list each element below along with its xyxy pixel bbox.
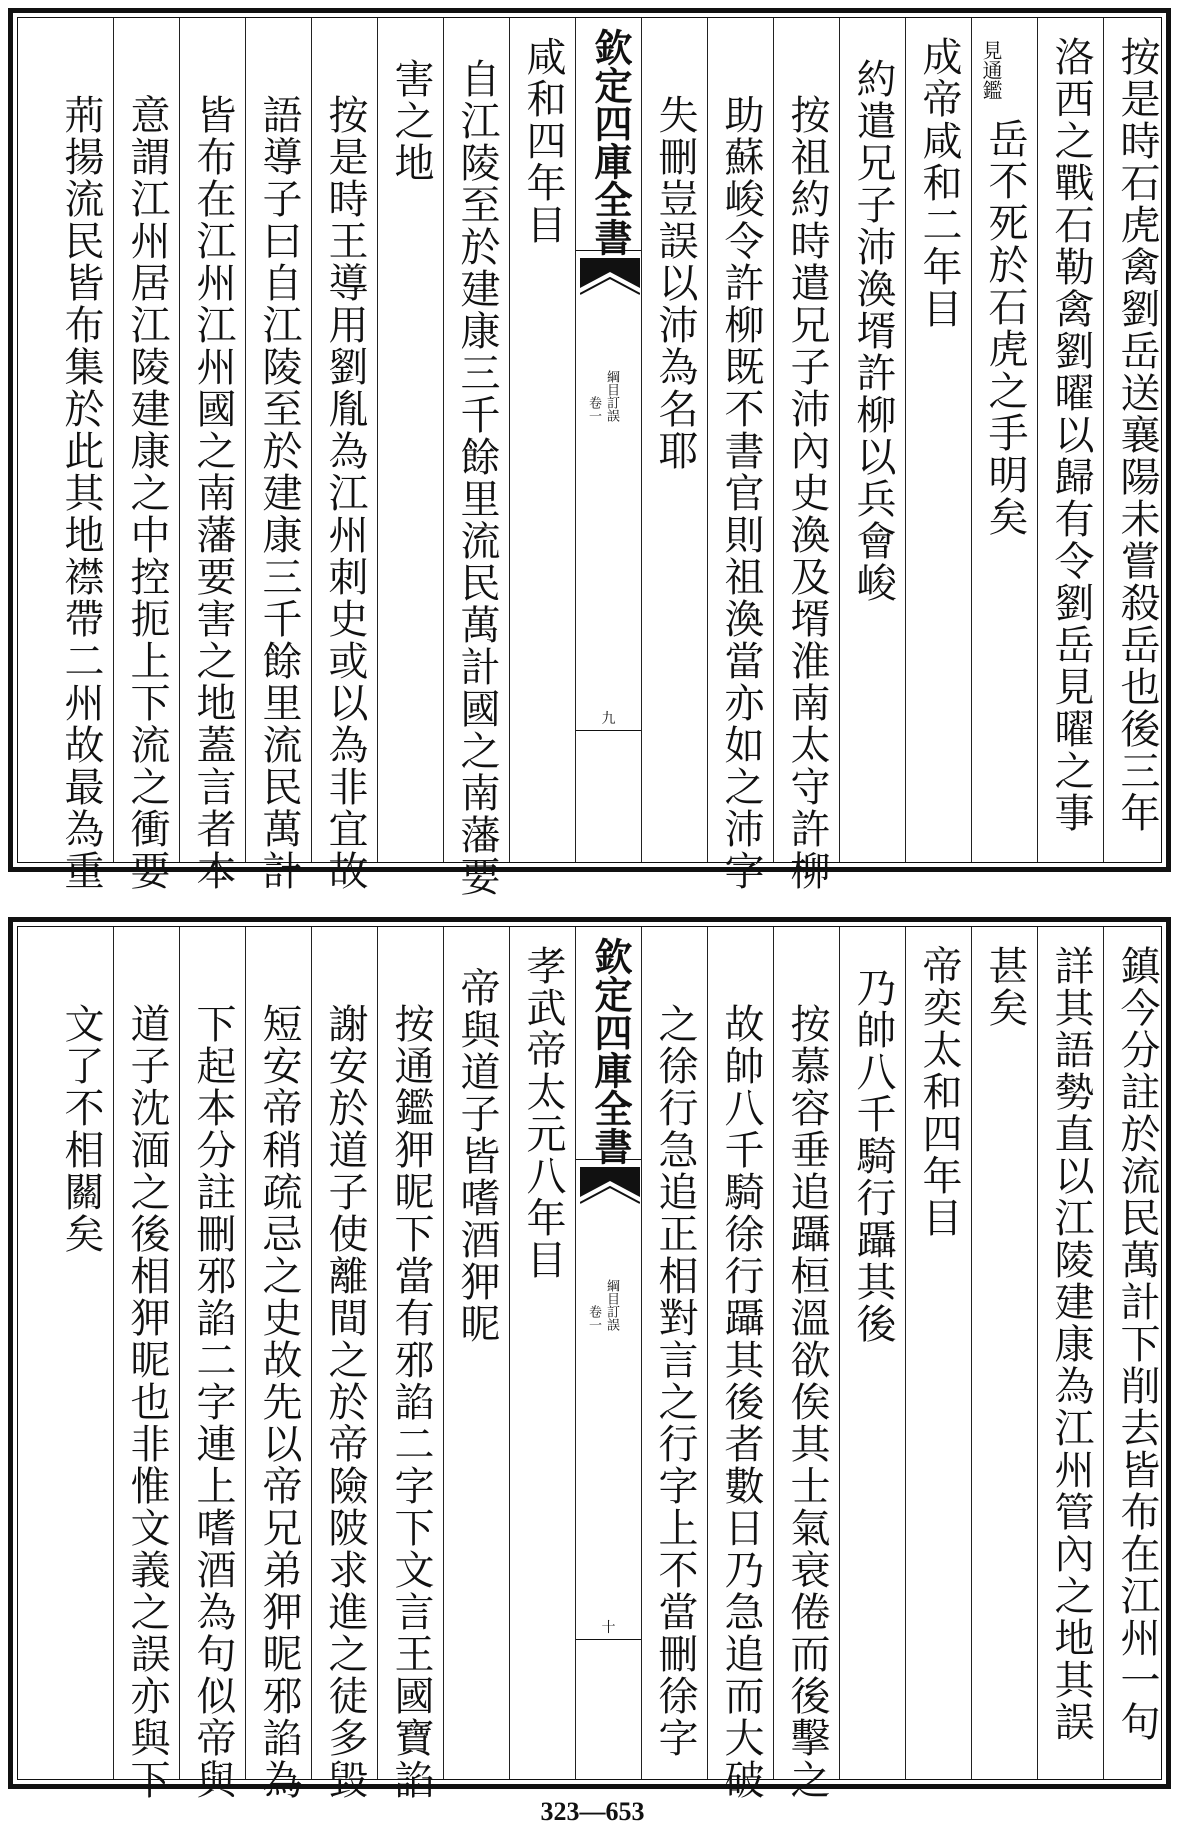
column-text: 鎮今分註於流民萬計下削去皆布在江州一句 bbox=[1114, 945, 1160, 1743]
text-column bbox=[47, 927, 113, 1779]
source-note: 見通鑑 bbox=[979, 40, 1003, 100]
banxin bbox=[575, 927, 641, 1779]
column-text: 帝與道子皆嗜酒狎昵 bbox=[454, 967, 500, 1345]
top-page bbox=[8, 8, 1171, 898]
column-text: 按是時石虎禽劉岳送襄陽未嘗殺岳也後三年 bbox=[1114, 36, 1160, 834]
column-text: 荊揚流民皆布集於此其地襟帶二州故最為重 bbox=[58, 94, 104, 892]
text-column bbox=[707, 18, 773, 892]
text-column bbox=[971, 927, 1037, 1779]
banxin-rule bbox=[576, 1639, 641, 1640]
banxin-volume: 卷一 bbox=[586, 396, 601, 422]
text-column bbox=[1103, 18, 1169, 862]
column-text: 按通鑑狎昵下當有邪諂二字下文言王國寶諂 bbox=[388, 1003, 434, 1801]
page-number: 323—653 bbox=[540, 1797, 645, 1826]
column-text: 道子沈湎之後相狎昵也非惟文義之誤亦與下 bbox=[124, 1003, 170, 1801]
column-text: 短安帝稍疏忌之史故先以帝兄弟狎昵邪諂為 bbox=[256, 1003, 302, 1801]
text-column bbox=[1037, 18, 1103, 862]
text-column bbox=[245, 18, 311, 892]
text-column bbox=[311, 18, 377, 892]
banxin-title: 欽定四庫全書 bbox=[588, 28, 633, 256]
text-column bbox=[245, 927, 311, 1801]
text-column bbox=[773, 927, 839, 1801]
text-column bbox=[773, 18, 839, 892]
fish-tail-mark-icon bbox=[580, 258, 640, 298]
column-text: 岳不死於石虎之手明矣 bbox=[982, 118, 1028, 538]
bottom-page-frame bbox=[17, 926, 1162, 1801]
banxin-leaf: 九 bbox=[601, 711, 616, 727]
column-text: 甚矣 bbox=[982, 945, 1028, 1029]
banxin-volume: 卷一 bbox=[586, 1305, 601, 1331]
column-text: 助蘇峻令許柳既不書官則祖渙當亦如之沛字 bbox=[718, 94, 764, 892]
banxin-rule bbox=[576, 730, 641, 731]
text-column bbox=[179, 927, 245, 1801]
column-text: 謝安於道子使離間之於帝險陂求進之徒多毀 bbox=[322, 1003, 368, 1801]
banxin-rule bbox=[576, 1159, 641, 1160]
banxin bbox=[575, 18, 641, 862]
text-column bbox=[179, 18, 245, 892]
text-column bbox=[443, 18, 509, 898]
text-column bbox=[509, 927, 575, 1779]
banxin-rule bbox=[576, 250, 641, 251]
banxin-leaf: 十 bbox=[601, 1620, 616, 1636]
text-column bbox=[509, 18, 575, 862]
text-column bbox=[113, 18, 179, 892]
column-text: 語導子曰自江陵至於建康三千餘里流民萬計 bbox=[256, 94, 302, 892]
text-column bbox=[1037, 927, 1103, 1779]
column-text: 詳其語勢直以江陵建康為江州管內之地其誤 bbox=[1048, 945, 1094, 1743]
text-column bbox=[1103, 927, 1169, 1779]
text-column bbox=[641, 927, 707, 1779]
text-column bbox=[641, 18, 707, 862]
column-text: 皆布在江州江州國之南藩要害之地蓋言者本 bbox=[190, 94, 236, 892]
column-text: 咸和四年目 bbox=[520, 36, 566, 246]
column-text: 故帥八千騎徐行躡其後者數日乃急追而大破 bbox=[718, 1003, 764, 1801]
banxin-book: 綱目訂誤 bbox=[604, 1279, 619, 1331]
column-text: 按祖約時遣兄子沛內史渙及壻淮南太守許柳 bbox=[784, 94, 830, 892]
fish-tail-mark-icon bbox=[580, 1167, 640, 1207]
text-column bbox=[443, 927, 509, 1779]
text-column bbox=[47, 18, 113, 892]
column-text: 下起本分註刪邪諂二字連上嗜酒為句似帝與 bbox=[190, 1003, 236, 1801]
text-column bbox=[905, 18, 971, 862]
column-text: 意謂江州居江陵建康之中控扼上下流之衝要 bbox=[124, 94, 170, 892]
text-column bbox=[311, 927, 377, 1801]
column-text: 失刪豈誤以沛為名耶 bbox=[652, 94, 698, 472]
text-column bbox=[113, 927, 179, 1801]
column-text: 乃帥八千騎行躡其後 bbox=[850, 967, 896, 1345]
text-column bbox=[839, 927, 905, 1779]
text-column bbox=[905, 927, 971, 1779]
text-column bbox=[839, 18, 905, 862]
column-text: 之徐行急追正相對言之行字上不當刪徐字 bbox=[652, 1003, 698, 1759]
column-text: 按慕容垂追躡桓溫欲俟其士氣衰倦而後擊之 bbox=[784, 1003, 830, 1801]
banxin-book: 綱目訂誤 bbox=[604, 370, 619, 422]
text-column bbox=[707, 927, 773, 1801]
text-column bbox=[377, 927, 443, 1801]
text-column bbox=[971, 18, 1037, 862]
column-text: 帝奕太和四年目 bbox=[916, 945, 962, 1239]
text-column bbox=[377, 18, 443, 862]
column-text: 自江陵至於建康三千餘里流民萬計國之南藩要 bbox=[454, 58, 500, 898]
column-text: 孝武帝太元八年目 bbox=[520, 945, 566, 1281]
column-text: 成帝咸和二年目 bbox=[916, 36, 962, 330]
bottom-page bbox=[8, 917, 1171, 1801]
column-text: 洛西之戰石勒禽劉曜以歸有令劉岳見曜之事 bbox=[1048, 36, 1094, 834]
column-text: 文了不相關矣 bbox=[58, 1003, 104, 1255]
banxin-title: 欽定四庫全書 bbox=[588, 937, 633, 1165]
column-text: 約遣兄子沛渙壻許柳以兵會峻 bbox=[850, 58, 896, 604]
top-page-frame bbox=[17, 17, 1162, 898]
column-text: 害之地 bbox=[388, 58, 434, 184]
column-text: 按是時王導用劉胤為江州刺史或以為非宜故 bbox=[322, 94, 368, 892]
